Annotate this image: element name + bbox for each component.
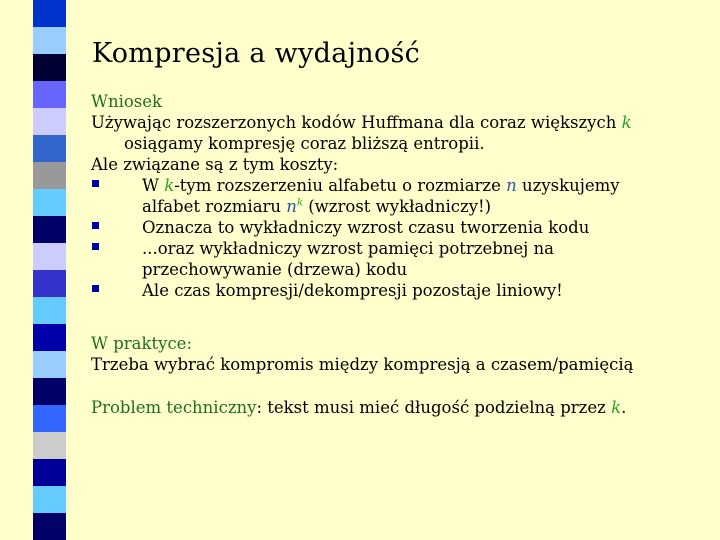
variable-n: n [286,197,297,216]
conclusion-line-1b: osiągamy kompresję coraz bliższą entropii. [124,134,485,153]
bullet-item-2 [91,217,701,238]
bullet-3-line-2: przechowywanie (drzewa) kodu [142,260,408,279]
stripe-block [33,513,66,540]
stripe-block [33,351,66,378]
problem-end: . [621,398,627,417]
stripe-block [33,297,66,324]
bullet-1-text-e: (wzrost wykładniczy!) [303,197,492,216]
stripe-block [33,486,66,513]
stripe-block [33,27,66,54]
variable-k: k [611,398,622,417]
stripe-block [33,135,66,162]
bullet-1-text-c: uzyskujemy [516,176,620,195]
stripe-block [33,162,66,189]
bullet-2-text: Oznacza to wykładniczy wzrost czasu tworzenia kodu [142,218,590,237]
slide-title: Kompresja a wydajność [92,38,421,69]
conclusion-line-2: Ale związane są z tym koszty: [91,155,339,174]
variable-k: k [164,176,175,195]
stripe-block [33,81,66,108]
stripe-block [33,459,66,486]
bullet-square-icon [91,280,142,301]
exponent-k: k [296,197,303,209]
bullet-item-4 [91,280,701,301]
bullet-1-text-b: -tym rozszerzeniu alfabetu o rozmiarze [174,176,507,195]
stripe-block [33,54,66,81]
stripe-block [33,216,66,243]
bullet-square-icon [91,175,142,217]
problem-text: : tekst musi mieć długość podzielną przez [256,398,612,417]
problem-line [91,397,701,418]
conclusion-text-1a: Używając rozszerzonych kodów Huffmana dla coraz większych [91,113,622,132]
conclusion-line-1 [91,112,701,133]
stripe-block [33,189,66,216]
bullet-item-3 [91,238,701,280]
stripe-block [33,378,66,405]
bullet-1-text-a: W [142,176,165,195]
variable-n: n [506,176,517,195]
bullet-1-text-d: alfabet rozmiaru [142,197,287,216]
stripe-block [33,0,66,27]
stripe-block [33,108,66,135]
stripe-block [33,432,66,459]
slide-content [91,91,701,418]
bullet-4-text: Ale czas kompresji/dekompresji pozostaje liniowy! [142,281,563,300]
practice-heading: W praktyce: [91,334,193,353]
stripe-block [33,324,66,351]
bullet-square-icon [91,238,142,280]
bullet-item-1 [91,175,701,217]
bullet-1-line-1 [142,175,620,196]
variable-k: k [621,113,632,132]
stripe-block [33,405,66,432]
bullet-3-line-1: ...oraz wykładniczy wzrost pamięci potrzebnej na [142,239,555,258]
problem-label: Problem techniczny [91,398,257,417]
decorative-stripe-bar [33,0,66,540]
bullet-square-icon [91,217,142,238]
conclusion-heading: Wniosek [91,92,163,111]
stripe-block [33,270,66,297]
bullet-1-line-2 [142,196,620,217]
practice-text: Trzeba wybrać kompromis między kompresją a czasem/pamięcią [91,355,634,374]
stripe-block [33,243,66,270]
